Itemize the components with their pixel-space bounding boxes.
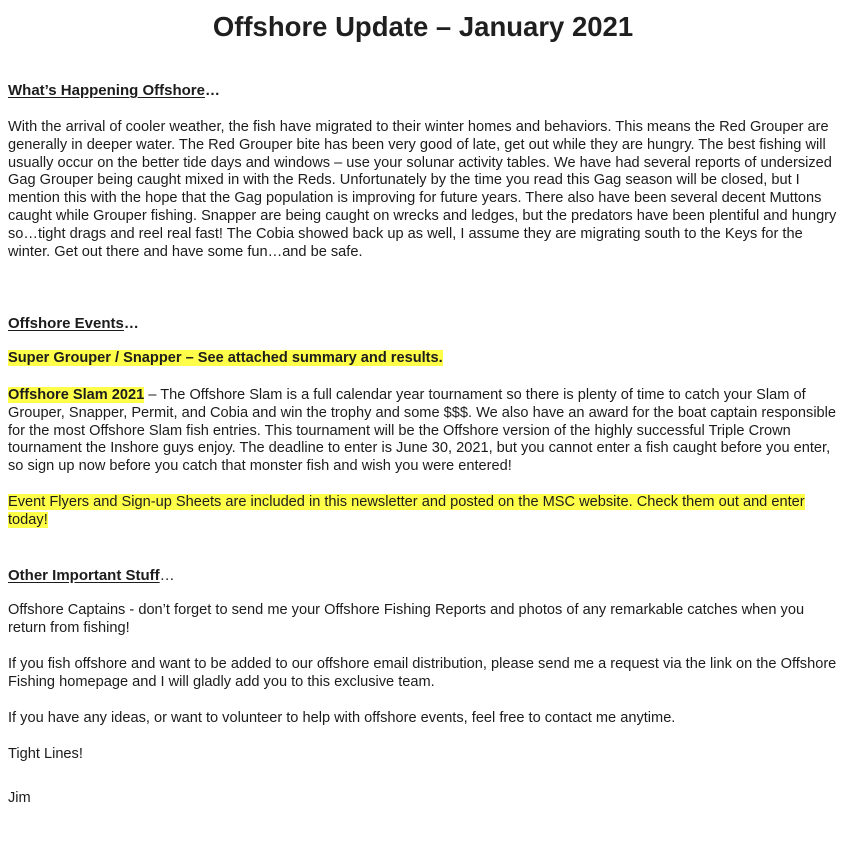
- event-flyers-highlight: Event Flyers and Sign-up Sheets are included in this newsletter and posted on the MSC website. Check them out and enter today!: [8, 494, 805, 528]
- section-heading-happening-ellipsis: …: [204, 82, 220, 99]
- email-distribution-paragraph: If you fish offshore and want to be added to our offshore email distribution, please send me a request via the link on the Offshore Fishing homepage and I will gladly add you to this exclusive team.: [8, 656, 837, 690]
- section-heading-other-ellipsis: …: [159, 567, 175, 584]
- section-heading-events-text: Offshore Events: [8, 315, 124, 332]
- event-flyers-paragraph: [8, 494, 838, 530]
- offshore-slam-paragraph: [8, 387, 838, 476]
- captains-paragraph: Offshore Captains - don’t forget to send me your Offshore Fishing Reports and photos of any remarkable catches when you return from fishing!: [8, 602, 805, 636]
- super-grouper-line: [8, 350, 838, 368]
- offshore-slam-text: – The Offshore Slam is a full calendar year tournament so there is plenty of time to catch your Slam of Grouper, Snapper, Permit, and Cobia and win the trophy and some $$$. We also have an award for the boat captain responsible for the most Offshore Slam fish entries. This tournament will be the Offshore version of the highly successful Triple Crown tournament the Inshore guys enjoy. The deadline to enter is June 30, 2021, but you cannot enter a fish caught before you enter, so sign up now before you catch that monster fish and wish you were entered!: [8, 387, 837, 475]
- happening-paragraph: With the arrival of cooler weather, the fish have migrated to their winter homes and behaviors. This means the Red Grouper are generally in deeper water. The Red Grouper bite has been very good of late, get out while they are hungry. The best fishing will usually occur on the better tide days and windows – use your solunar activity tables. We have had several reports of undersized Gag Grouper being caught mixed in with the Reds. Unfortunately by the time you read this Gag season will be closed, but I mention this with the hope that the Gag population is improving for future years. There also have been several decent Muttons caught while Grouper fishing. Snapper are being caught on wrecks and ledges, but the predators have been plentiful and hungry so…tight drags and reel real fast! The Cobia showed back up as well, I assume they are migrating south to the Keys for the winter. Get out there and have some fun…and be safe.: [8, 119, 837, 260]
- closing-line: Tight Lines!: [8, 746, 83, 762]
- section-heading-other-text: Other Important Stuff: [8, 567, 160, 584]
- signature: Jim: [8, 790, 31, 806]
- section-heading-happening-text: What’s Happening Offshore: [8, 82, 205, 99]
- section-heading-events: [8, 314, 139, 333]
- super-grouper-highlight: Super Grouper / Snapper – See attached summary and results.: [8, 350, 443, 366]
- section-heading-other: [8, 566, 175, 585]
- volunteer-paragraph: If you have any ideas, or want to volunteer to help with offshore events, feel free to contact me anytime.: [8, 710, 676, 726]
- section-heading-happening: [8, 81, 220, 100]
- section-heading-events-ellipsis: …: [123, 315, 139, 332]
- page-title: Offshore Update – January 2021: [212, 11, 634, 42]
- offshore-slam-label: Offshore Slam 2021: [8, 387, 145, 403]
